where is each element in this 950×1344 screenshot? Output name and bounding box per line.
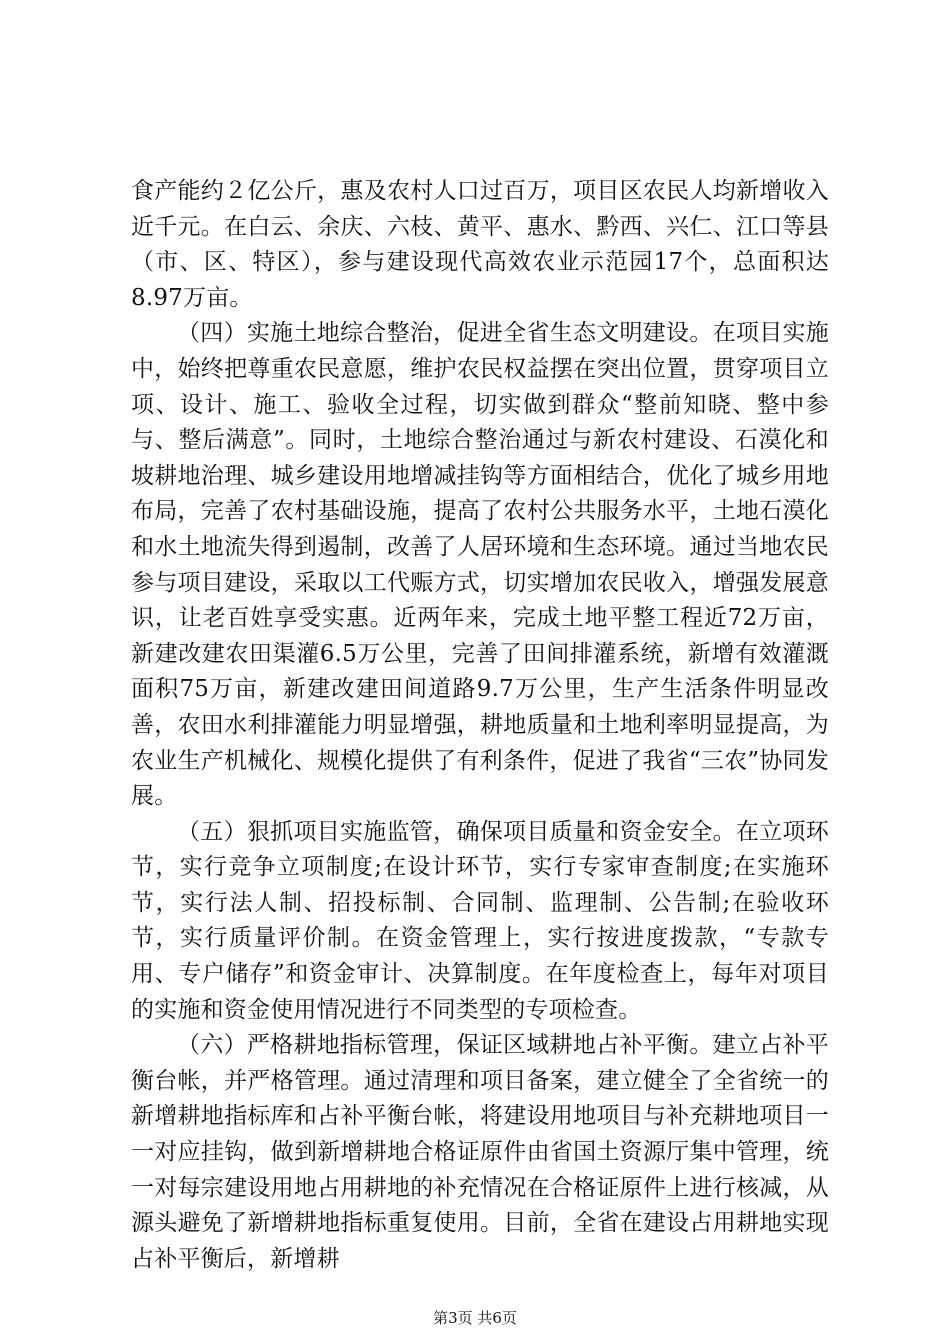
paragraph-1: 食产能约２亿公斤，惠及农村人口过百万，项目区农民人均新增收入近千元。在白云、余庆、六枝、黄平、惠水、黔西、兴仁、江口等县（市、区、特区），参与建设现代高效农业示范园17个，总面积达8.97万亩。 — [131, 178, 829, 311]
page-footer: 第3页 共6页 — [433, 1309, 517, 1327]
paragraph-2: （四）实施土地综合整治，促进全省生态文明建设。在项目实施中，始终把尊重农民意愿，维护农民权益摆在突出位置，贯穿项目立项、设计、施工、验收全过程，切实做到群众“整前知晓、整中参与、整后满意”。同时，土地综合整治通过与新农村建设、石漠化和坡耕地治理、城乡建设用地增减挂钩等方面相结合，优化了城乡用地布局，完善了农村基础设施，提高了农村公共服务水平，土地石漠化和水土地流失得到遏制，改善了人居环境和生态环境。通过当地农民参与项目建设，采取以工代赈方式，切实增加农民收入，增强发展意识，让老百姓享受实惠。近两年来，完成土地平整工程近72万亩，新建改建农田渠灌6.5万公里，完善了田间排灌系统，新增有效灌溉面积75万亩，新建改建田间道路9.7万公里，生产生活条件明显改善，农田水利排灌能力明显增强，耕地质量和土地利率明显提高，为农业生产机械化、规模化提供了有利条件，促进了我省“三农”协同发展。 — [131, 320, 829, 810]
paragraph-4: （六）严格耕地指标管理，保证区域耕地占补平衡。建立占补平衡台帐，并严格管理。通过清理和项目备案，建立健全了全省统一的新增耕地指标库和占补平衡台帐，将建设用地项目与补充耕地项目一一对应挂钩，做到新增耕地合格证原件由省国土资源厅集中管理，统一对每宗建设用地占用耕地的补充情况在合格证原件上进行核减，从源头避免了新增耕地指标重复使用。目前，全省在建设占用耕地实现占补平衡后，新增耕 — [131, 1032, 829, 1272]
body-text — [131, 174, 829, 1277]
paragraph-3: （五）狠抓项目实施监管，确保项目质量和资金安全。在立项环节，实行竞争立项制度;在设计环节，实行专家审查制度;在实施环节，实行法人制、招投标制、合同制、监理制、公告制;在验收环节，实行质量评价制。在资金管理上，实行按进度拨款，“专款专用、专户储存”和资金审计、决算制度。在年度检查上，每年对项目的实施和资金使用情况进行不同类型的专项检查。 — [131, 818, 829, 1023]
